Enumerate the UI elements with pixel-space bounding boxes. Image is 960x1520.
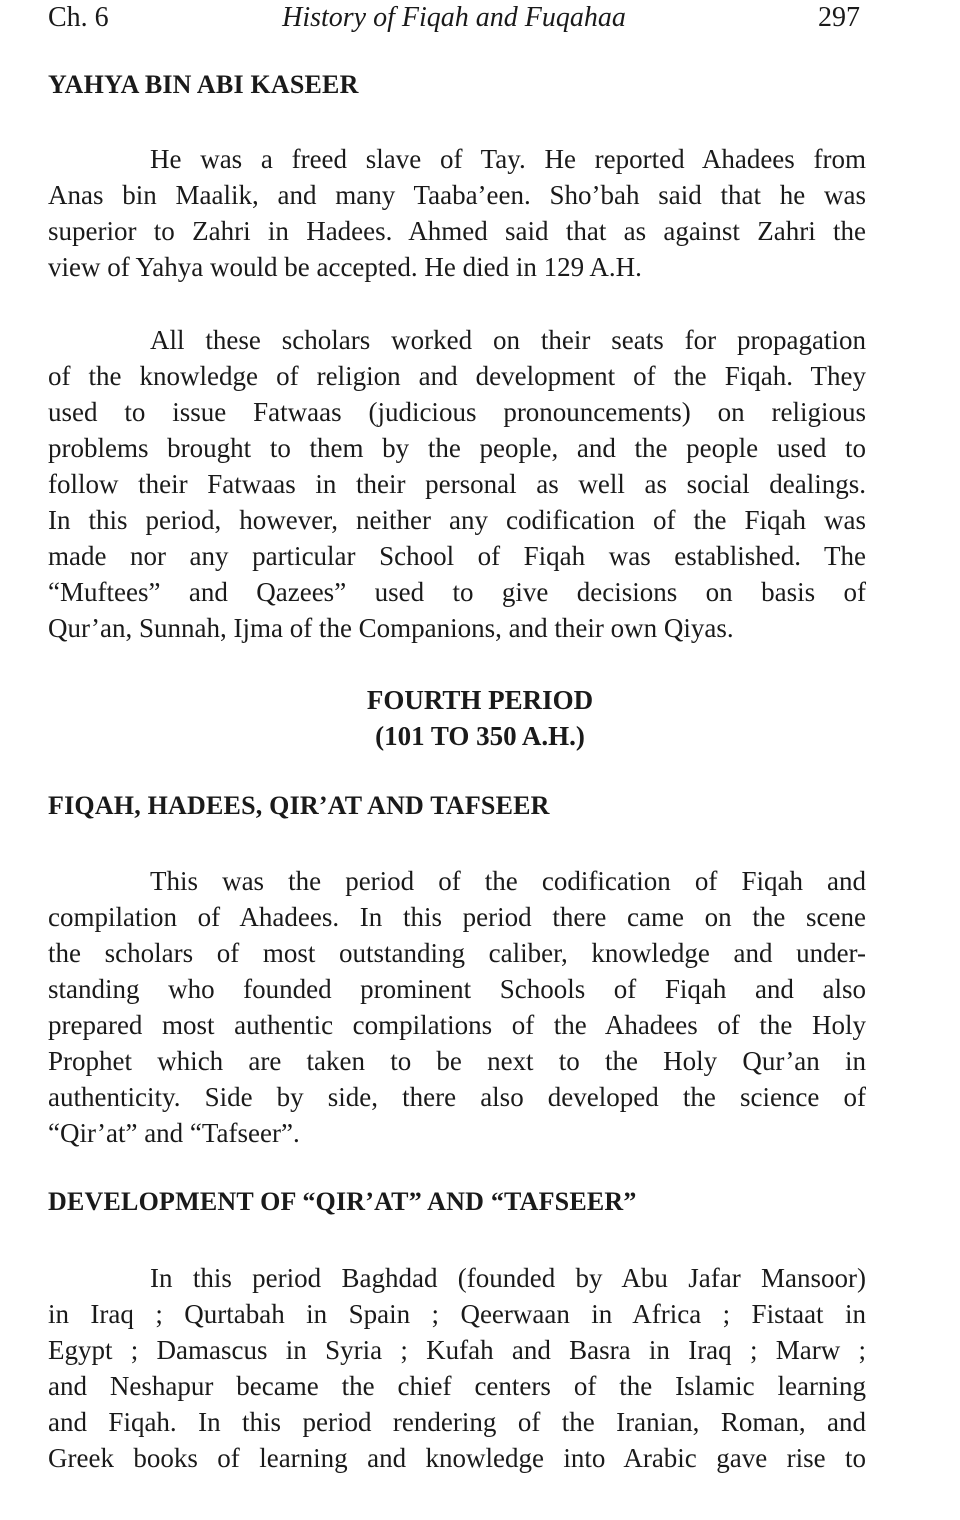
paragraph-line: compilation of Ahadees. In this period there came on the scene (48, 902, 866, 932)
period-title: FOURTH PERIOD (366, 685, 594, 715)
paragraph-line: “Muftees” and Qazees” used to give decisions on basis of (48, 577, 866, 607)
paragraph-line: problems brought to them by the people, and the people used to (48, 433, 866, 463)
paragraph-scholars-fatwaas (48, 322, 866, 646)
paragraph-line: Qur’an, Sunnah, Ijma of the Companions, and their own Qiyas. (48, 613, 734, 643)
paragraph-line: follow their Fatwaas in their personal as well as social dealings. (48, 469, 866, 499)
paragraph-codification (48, 863, 866, 1151)
paragraph-line: the scholars of most outstanding caliber, knowledge and under- (48, 938, 866, 968)
paragraph-line: Greek books of learning and knowledge into Arabic gave rise to (48, 1443, 866, 1473)
running-head (48, 0, 860, 40)
heading-fiqah-hadees-qirat-tafseer: FIQAH, HADEES, QIR’AT AND TAFSEER (48, 791, 550, 820)
paragraph-line: made nor any particular School of Fiqah was established. The (48, 541, 866, 571)
period-range: (101 TO 350 A.H.) (375, 721, 585, 751)
paragraph-line: In this period, however, neither any codification of the Fiqah was (48, 505, 866, 535)
paragraph-line: and Fiqah. In this period rendering of the Iranian, Roman, and (48, 1407, 866, 1437)
paragraph-line: standing who founded prominent Schools of Fiqah and also (48, 974, 866, 1004)
paragraph-line: superior to Zahri in Hadees. Ahmed said that as against Zahri the (48, 216, 866, 246)
paragraph-yahya-bio (48, 141, 866, 285)
page-number: 297 (818, 2, 860, 33)
heading-yahya-bin-abi-kaseer: YAHYA BIN ABI KASEER (48, 70, 359, 99)
paragraph-line: He was a freed slave of Tay. He reported Ahadees from (150, 144, 866, 174)
paragraph-line: Egypt ; Damascus in Syria ; Kufah and Basra in Iraq ; Marw ; (48, 1335, 866, 1365)
paragraph-line: Anas bin Maalik, and many Taaba’een. Sho’bah said that he was (48, 180, 866, 210)
paragraph-line: “Qir’at” and “Tafseer”. (48, 1118, 300, 1148)
paragraph-line: authenticity. Side by side, there also developed the science of (48, 1082, 866, 1112)
paragraph-line: prepared most authentic compilations of the Ahadees of the Holy (48, 1010, 866, 1040)
paragraph-line: Prophet which are taken to be next to the Holy Qur’an in (48, 1046, 866, 1076)
paragraph-line: This was the period of the codification of Fiqah and (150, 866, 866, 896)
paragraph-line: of the knowledge of religion and development of the Fiqah. They (48, 361, 866, 391)
heading-development-qirat-tafseer: DEVELOPMENT OF “QIR’AT” AND “TAFSEER” (48, 1187, 637, 1216)
paragraph-centers-of-learning (48, 1260, 866, 1476)
paragraph-line: and Neshapur became the chief centers of the Islamic learning (48, 1371, 866, 1401)
paragraph-line: view of Yahya would be accepted. He died in 129 A.H. (48, 252, 642, 282)
chapter-label: Ch. 6 (48, 2, 109, 33)
book-title: History of Fiqah and Fuqahaa (282, 2, 626, 33)
paragraph-line: All these scholars worked on their seats for propagation (150, 325, 866, 355)
paragraph-line: In this period Baghdad (founded by Abu Jafar Mansoor) (150, 1263, 866, 1293)
paragraph-line: in Iraq ; Qurtabah in Spain ; Qeerwaan in Africa ; Fistaat in (48, 1299, 866, 1329)
paragraph-line: used to issue Fatwaas (judicious pronouncements) on religious (48, 397, 866, 427)
